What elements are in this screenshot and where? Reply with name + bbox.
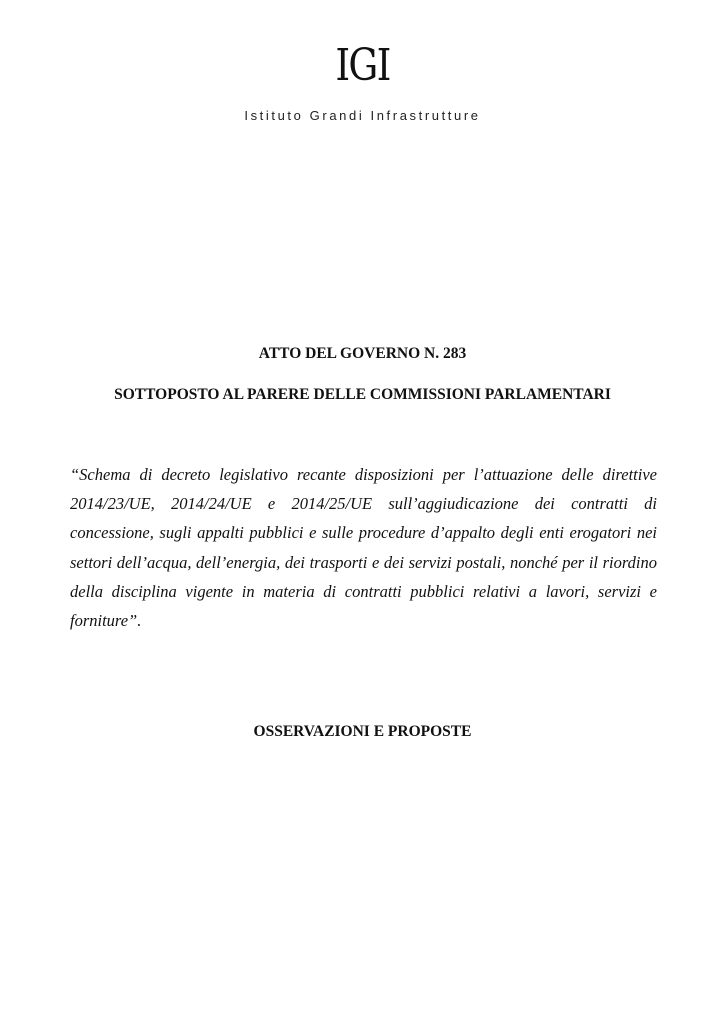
organization-name: Istituto Grandi Infrastrutture [244, 108, 481, 123]
document-title: ATTO DEL GOVERNO N. 283 [258, 345, 467, 362]
quote-line: “Schema di decreto legislativo recante disposizioni per l’attuazione delle direttive [70, 465, 657, 484]
quote-line: concessione, sugli appalti pubblici e sulle procedure d’appalto degli enti erogatori nei [70, 523, 657, 543]
igi-logo: IGI [335, 40, 390, 91]
section-heading: OSSERVAZIONI E PROPOSTE [253, 723, 472, 740]
quote-line: 2014/23/UE, 2014/24/UE e 2014/25/UE sull’aggiudicazione dei contratti di [70, 494, 657, 514]
decree-quote [70, 460, 657, 635]
document-subtitle: SOTTOPOSTO AL PARERE DELLE COMMISSIONI PARLAMENTARI [114, 386, 611, 403]
quote-line: settori dell’acqua, dell’energia, dei trasporti e dei servizi postali, nonché per il riordino [70, 552, 657, 572]
quote-line: della disciplina vigente in materia di contratti pubblici relativi a lavori, servizi e [70, 581, 657, 601]
quote-line: forniture”. [70, 610, 142, 630]
